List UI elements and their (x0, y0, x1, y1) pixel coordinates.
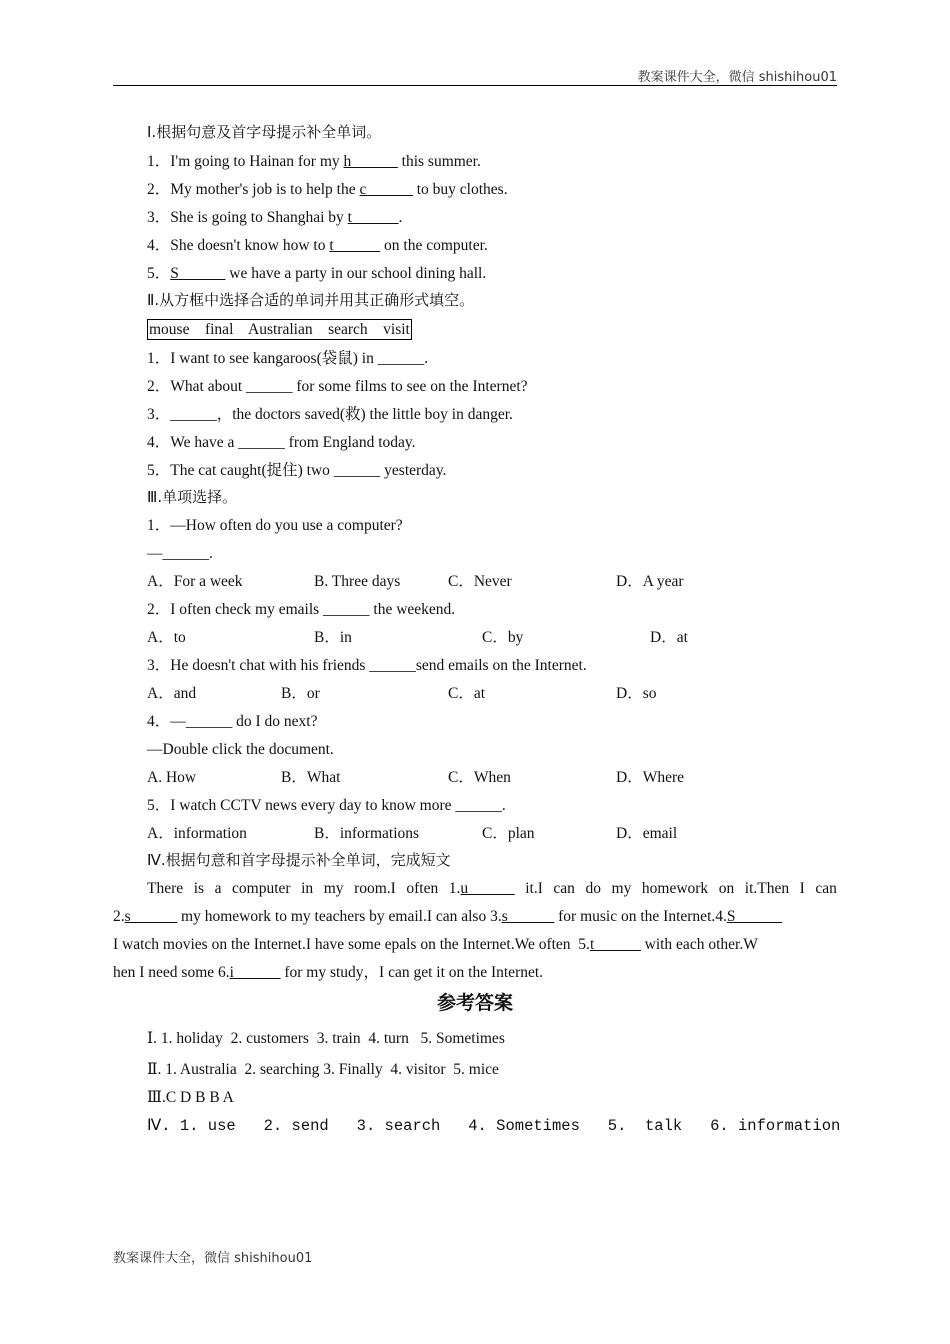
s1-item-5 (147, 264, 486, 284)
s3-q2: 2．I often check my emails ______ the weekend. (147, 601, 456, 618)
s3-q1-answer-line: —______. (147, 545, 213, 562)
s3-q5: 5．I watch CCTV news every day to know more ______. (147, 797, 506, 814)
blank-number: 1. (448, 880, 461, 897)
s3-q4: 4．—______ do I do next? (147, 713, 318, 730)
s3-q3-option-a: A．and (147, 685, 197, 702)
passage-blank-4: S______ (726, 908, 782, 925)
s1-item-2-blank: c______ (359, 181, 413, 198)
s3-q4-option-d: D．Where (616, 769, 684, 786)
passage-word: homework (641, 880, 709, 897)
answers-title: 参考答案 (436, 992, 513, 1014)
page-footer: 教案课件大全，微信 shishihou01 (113, 1251, 313, 1266)
passage-text: 2. (113, 908, 125, 925)
passage-word: can (553, 880, 575, 897)
passage-blank-6: i______ (229, 964, 281, 981)
section-4-title: Ⅳ.根据句意和首字母提示补全单词，完成短文 (147, 851, 451, 869)
s1-item-4 (147, 236, 488, 256)
answer-key-2: Ⅱ. 1. Australia 2. searching 3. Finally 4. visitor 5. mice (147, 1061, 499, 1078)
s1-item-1 (147, 152, 481, 172)
s2-item-2: 2．What about ______ for some films to see on the Internet? (147, 378, 528, 395)
s1-item-2-text: 2．My mother's job is to help the (147, 181, 360, 198)
s2-item-3: 3．______，the doctors saved(救) the little boy in danger. (147, 406, 513, 423)
word-box: mouse final Australian search visit (149, 321, 410, 338)
s1-item-3 (147, 208, 402, 228)
s1-item-1-text: 1．I'm going to Hainan for my (147, 153, 344, 170)
s3-q1-option-d: D．A year (616, 573, 684, 590)
s1-item-3-text: 3．She is going to Shanghai by (147, 209, 348, 226)
page-header: 教案课件大全，微信 shishihou01 (637, 70, 837, 85)
s3-q2-option-d: D．at (650, 629, 688, 646)
passage-word: do (585, 880, 601, 897)
s1-item-4-text: 4．She doesn't know how to (147, 237, 330, 254)
passage-word: it.Then (744, 880, 790, 897)
passage-word: is (193, 880, 205, 897)
s3-q3-option-b: B．or (281, 685, 320, 702)
s3-q1-option-c: C．Never (448, 573, 512, 590)
s3-q3: 3．He doesn't chat with his friends ______send emails on the Internet. (147, 657, 587, 674)
s3-q4-option-c: C．When (448, 769, 511, 786)
s1-item-4-blank: t______ (329, 237, 381, 254)
s1-item-1-tail: this summer. (397, 153, 481, 170)
passage-word: it.I (525, 880, 543, 897)
passage-word: my (323, 880, 344, 897)
s1-item-4-tail: on the computer. (380, 237, 488, 254)
passage-word: There (147, 880, 184, 897)
passage-text: with each other.W (640, 936, 758, 953)
blank-hint: u______ (460, 880, 515, 897)
passage-word: my (611, 880, 632, 897)
s2-item-4: 4．We have a ______ from England today. (147, 434, 416, 451)
answer-key-1: Ⅰ. 1. holiday 2. customers 3. train 4. turn 5. Sometimes (147, 1030, 505, 1047)
s3-q5-option-b: B．informations (314, 825, 420, 842)
passage-line-1 (147, 879, 837, 899)
passage-text: for music on the Internet.4. (554, 908, 727, 925)
answer-key-3: Ⅲ.C D B B A (147, 1089, 234, 1106)
passage-word: often (406, 880, 439, 897)
s1-item-2-tail: to buy clothes. (412, 181, 508, 198)
passage-word: can (815, 880, 837, 897)
s3-q5-option-a: A．information (147, 825, 247, 842)
passage-word: computer (232, 880, 291, 897)
passage-blank-3: s______ (501, 908, 555, 925)
s3-q3-option-c: C．at (448, 685, 486, 702)
passage-line-4 (113, 963, 837, 983)
s1-item-5-tail: we have a party in our school dining hall. (225, 265, 487, 282)
passage-text: for my study，I can get it on the Internet. (280, 964, 544, 981)
passage-blank-1 (449, 879, 515, 899)
s3-q4-option-a: A. How (147, 769, 197, 786)
s3-q1-option-a: A．For a week (147, 573, 243, 590)
passage-word: I (799, 880, 805, 897)
s3-q3-option-d: D．so (616, 685, 657, 702)
s1-item-5-text: 5． (147, 265, 171, 282)
passage-word: room.I (354, 880, 396, 897)
s2-item-5: 5．The cat caught(捉住) two ______ yesterday. (147, 462, 447, 479)
s2-item-1: 1．I want to see kangaroos(袋鼠) in ______. (147, 350, 429, 367)
passage-line-3 (113, 935, 837, 955)
s1-item-2 (147, 180, 508, 200)
s3-q4-option-b: B．What (281, 769, 341, 786)
answer-key-4: Ⅳ. 1. use 2. send 3. search 4. Sometimes 5. talk 6. information (147, 1117, 841, 1135)
s3-q2-option-c: C．by (482, 629, 524, 646)
s3-q1-option-b: B. Three days (314, 573, 401, 590)
section-2-title: Ⅱ.从方框中选择合适的单词并用其正确形式填空。 (147, 291, 475, 309)
passage-blank-2: s______ (124, 908, 178, 925)
section-1-title: Ⅰ.根据句意及首字母提示补全单词。 (147, 123, 382, 141)
passage-text: my homework to my teachers by email.I can also 3. (177, 908, 502, 925)
passage-line-2 (113, 907, 837, 927)
passage-text: hen I need some 6. (113, 964, 230, 981)
s1-item-3-blank: t______ (347, 209, 399, 226)
passage-word: in (301, 880, 314, 897)
s3-q2-option-b: B．in (314, 629, 352, 646)
s3-q2-option-a: A．to (147, 629, 186, 646)
passage-text: I watch movies on the Internet.I have some epals on the Internet.We often 5. (113, 936, 590, 953)
header-divider (113, 85, 837, 86)
s3-q1: 1．—How often do you use a computer? (147, 517, 403, 534)
s1-item-1-blank: h______ (343, 153, 398, 170)
passage-word: on (718, 880, 735, 897)
s3-q5-option-c: C．plan (482, 825, 535, 842)
s1-item-3-tail: . (398, 209, 403, 226)
s3-q4-answer-line: —Double click the document. (147, 741, 334, 758)
s1-item-5-blank: S______ (170, 265, 226, 282)
passage-word: a (214, 880, 222, 897)
section-3-title: Ⅲ.单项选择。 (147, 488, 238, 506)
passage-blank-5: t______ (589, 936, 641, 953)
s3-q5-option-d: D．email (616, 825, 678, 842)
